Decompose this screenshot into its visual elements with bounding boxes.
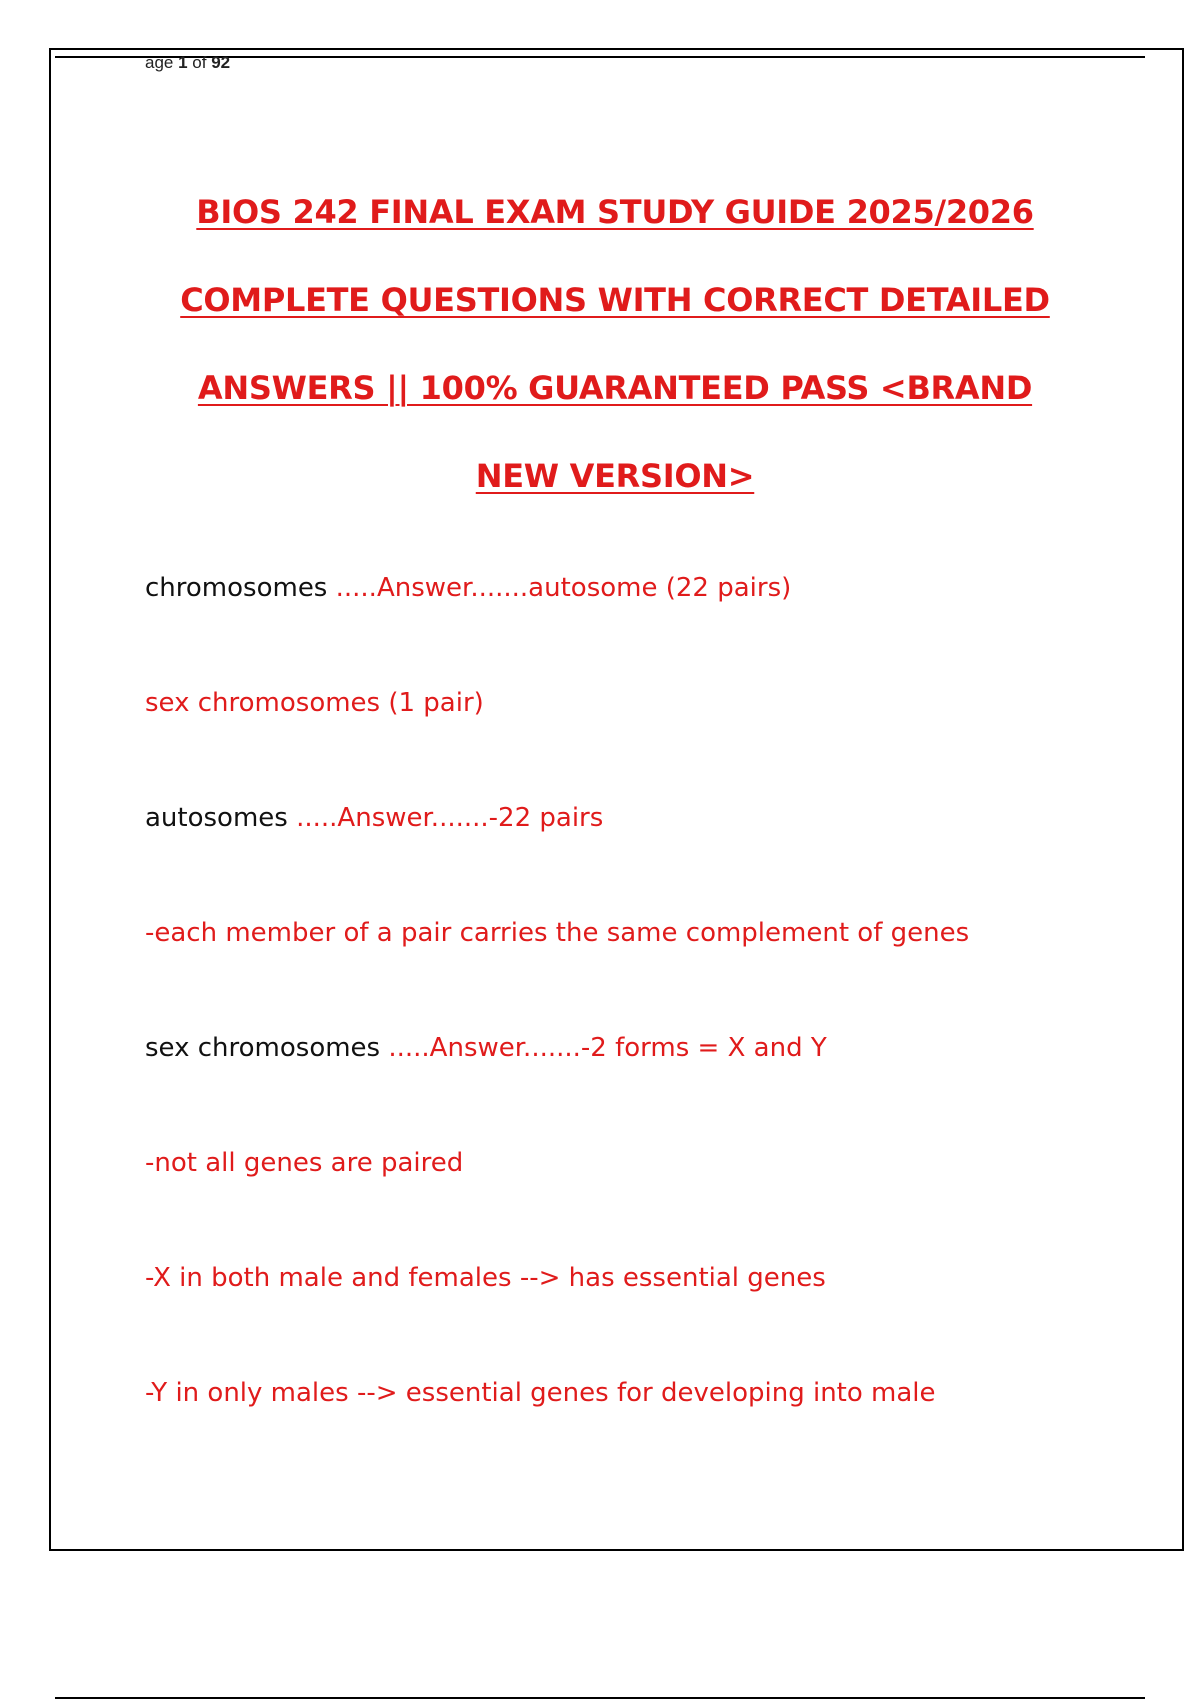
answer-text: .....Answer.......-2 forms = X and Y (388, 1033, 827, 1063)
answer-continuation (145, 1373, 1165, 1488)
answer-note: -each member of a pair carries the same complement of genes (145, 918, 970, 948)
page-prefix: age (145, 53, 179, 72)
answer-continuation (145, 1143, 1165, 1258)
answer-continuation (145, 683, 1165, 798)
answer-note: -Y in only males --> essential genes for developing into male (145, 1378, 936, 1408)
qa-entry-chromosomes (145, 568, 1165, 683)
title-line-3: ANSWERS || 100% GUARANTEED PASS <BRAND (197, 369, 1033, 407)
answer-text: .....Answer.......autosome (22 pairs) (335, 573, 792, 603)
answer-note: sex chromosomes (1 pair) (145, 688, 484, 718)
qa-entry-sex-chromosomes (145, 1028, 1165, 1143)
page-of: of (187, 53, 212, 72)
answer-note: -X in both male and females --> has essential genes (145, 1263, 826, 1293)
title-line-1: BIOS 242 FINAL EXAM STUDY GUIDE 2025/2026 (196, 193, 1034, 231)
title-line-2: COMPLETE QUESTIONS WITH CORRECT DETAILED (180, 281, 1050, 319)
title-line-4: NEW VERSION> (475, 457, 755, 495)
qa-list (145, 568, 1165, 1488)
question-term: chromosomes (145, 573, 336, 603)
question-term: sex chromosomes (145, 1033, 389, 1063)
page-counter (145, 53, 230, 73)
answer-continuation (145, 913, 1165, 1028)
page-current: 1 (178, 53, 188, 72)
answer-continuation (145, 1258, 1165, 1373)
answer-note: -not all genes are paired (145, 1148, 464, 1178)
page-total: 92 (211, 53, 231, 72)
question-term: autosomes (145, 803, 297, 833)
footer-rule (55, 1697, 1145, 1699)
answer-text: .....Answer.......-22 pairs (296, 803, 604, 833)
qa-entry-autosomes (145, 798, 1165, 913)
document-title (60, 168, 1170, 520)
